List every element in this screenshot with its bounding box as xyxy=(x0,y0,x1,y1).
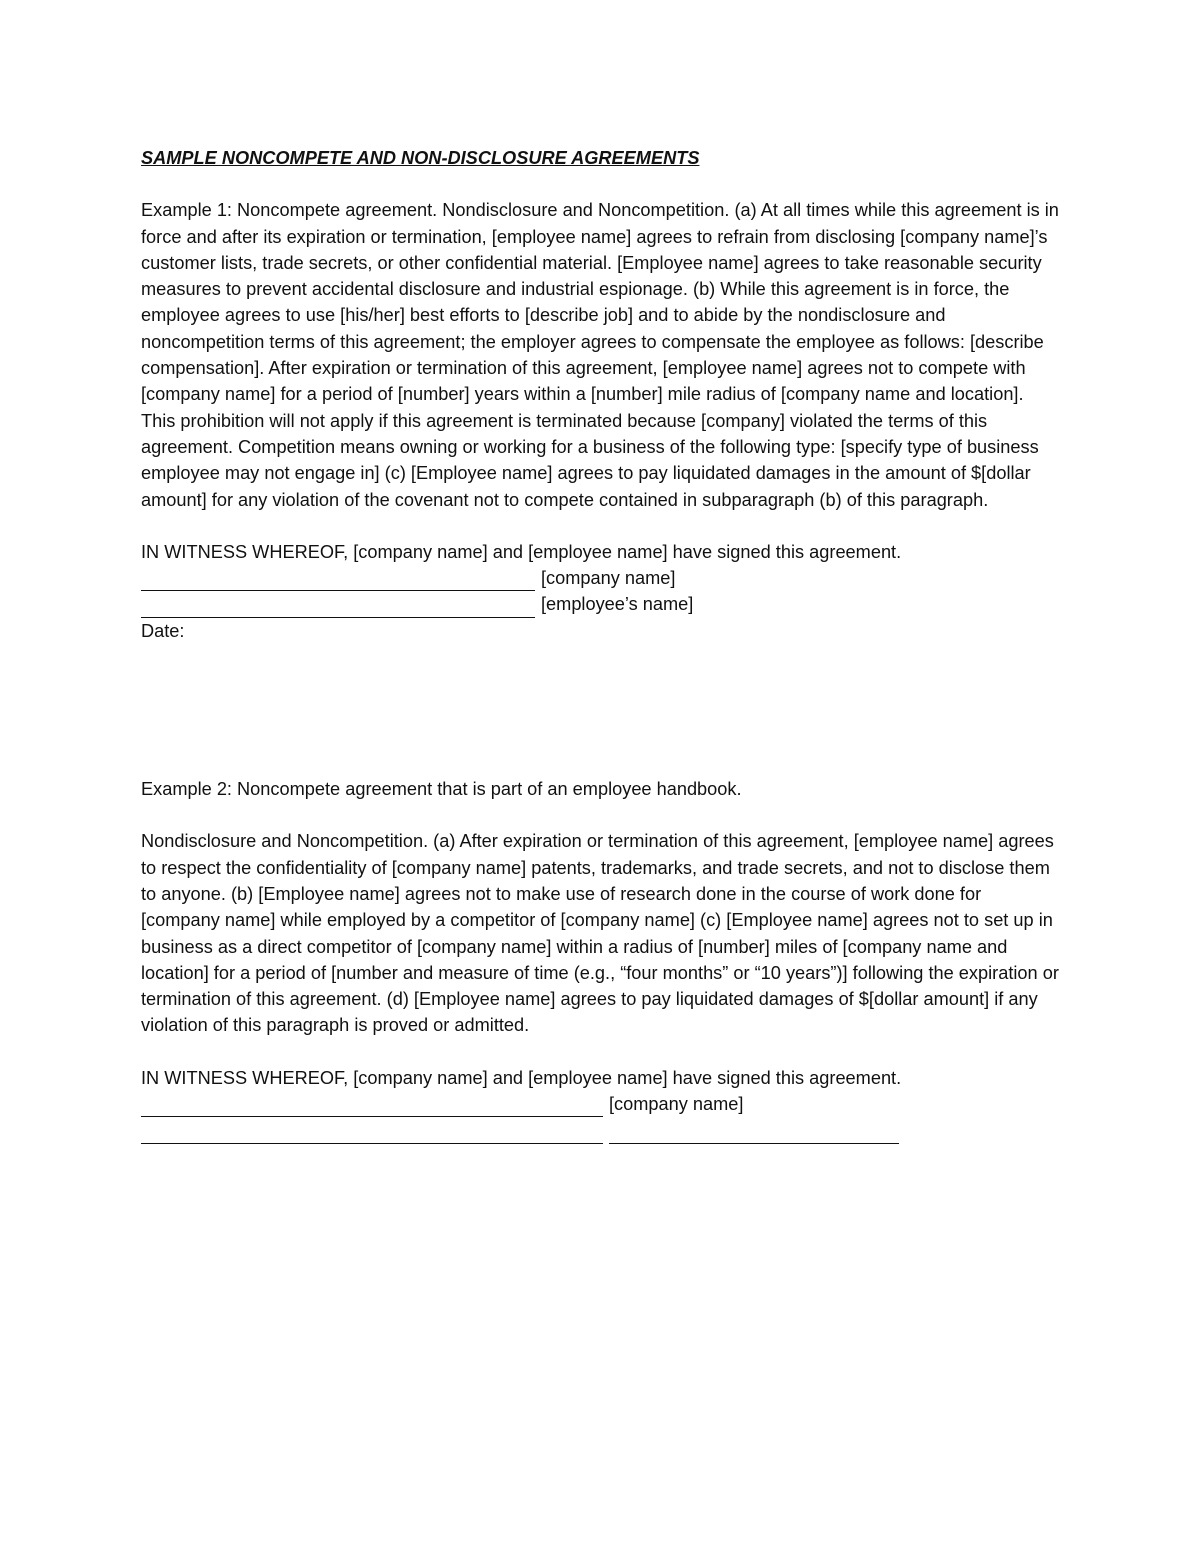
example2-heading: Example 2: Noncompete agreement that is part of an employee handbook. xyxy=(141,779,742,800)
example1-employee-signature-line[interactable] xyxy=(141,591,1061,617)
example1-body: Example 1: Noncompete agreement. Nondisclosure and Noncompetition. (a) At all times while this agreement is in force and after its expiration or termination, [employee name] agrees to refrain from disclosing [company name]’s customer lists, trade secrets, or other confidential material. [Employee name] agrees to take reasonable security measures to prevent accidental disclosure and industrial espionage. (b) While this agreement is in force, the employee agrees to use [his/her] best efforts to [describe job] and to abide by the nondisclosure and noncompetition terms of this agreement; the employer agrees to compensate the employee as follows: [describe compensation]. After expiration or termination of this agreement, [employee name] agrees not to compete with [company name] for a period of [number] years within a [number] mile radius of [company name and location]. This prohibition will not apply if this agreement is terminated because [company] violated the terms of this agreement. Competition means owning or working for a business of the following type: [specify type of business employee may not engage in] (c) [Employee name] agrees to pay liquidated damages in the amount of $[dollar amount] for any violation of the covenant not to compete contained in subparagraph (b) of this paragraph. xyxy=(141,200,1059,510)
signature-rule[interactable] xyxy=(141,1096,603,1117)
example2-employee-signature-line[interactable] xyxy=(141,1117,1061,1143)
example2-witness-clause: IN WITNESS WHEREOF, [company name] and [employee name] have signed this agreement. xyxy=(141,1067,902,1088)
signature-rule[interactable] xyxy=(141,570,535,591)
example2-body: Nondisclosure and Noncompetition. (a) After expiration or termination of this agreement, [employee name] agrees to respect the confidentiality of [company name] patents, trademarks, and trade secrets, and not to disclose them to anyone. (b) [Employee name] agrees not to make use of research done in the course of work done for [company name] while employed by a competitor of [company name] (c) [Employee name] agrees not to set up in business as a direct competitor of [company name] within a radius of [number] miles of [company name and location] for a period of [number and measure of time (e.g., “four months” or “10 years”)] following the expiration or termination of this agreement. (d) [Employee name] agrees to pay liquidated damages of $[dollar amount] if any violation of this paragraph is proved or admitted. xyxy=(141,831,1059,1036)
example2-company-signature-label: [company name] xyxy=(609,1094,744,1115)
example1-company-signature-line[interactable] xyxy=(141,565,1061,591)
signature-rule[interactable] xyxy=(141,597,535,618)
example1-witness-clause: IN WITNESS WHEREOF, [company name] and [employee name] have signed this agreement. xyxy=(141,541,902,562)
example1-date-label: Date: xyxy=(141,620,185,641)
example1-employee-signature-label: [employee’s name] xyxy=(541,594,694,615)
document-page xyxy=(141,145,1061,1144)
signature-rule-secondary[interactable] xyxy=(609,1123,899,1144)
signature-rule[interactable] xyxy=(141,1123,603,1144)
example1-company-signature-label: [company name] xyxy=(541,568,676,589)
section-spacer xyxy=(141,644,1061,776)
example2-company-signature-line[interactable] xyxy=(141,1091,1061,1117)
document-title: SAMPLE NONCOMPETE AND NON-DISCLOSURE AGREEMENTS xyxy=(141,148,700,168)
